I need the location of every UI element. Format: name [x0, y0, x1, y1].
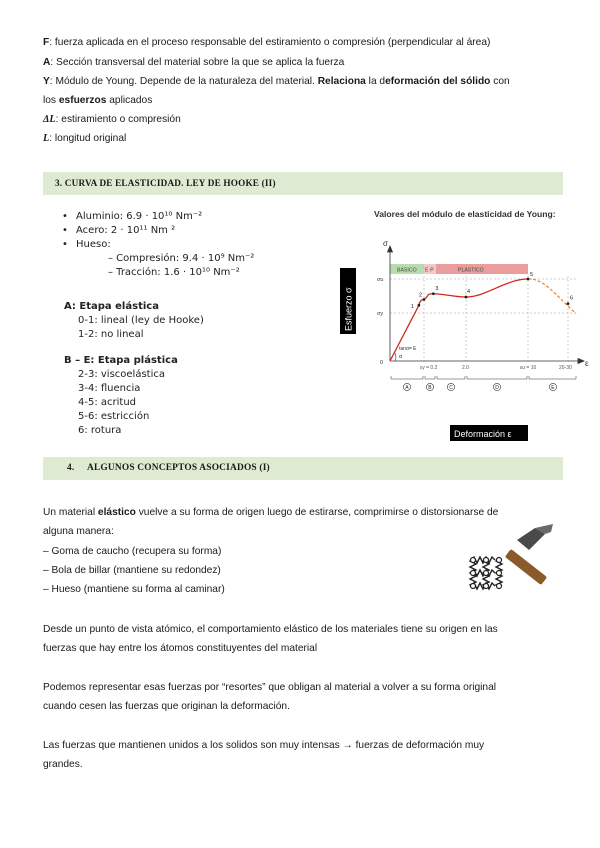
x-tick: 2.0	[462, 365, 469, 371]
stage-a-item: 1-2: no lineal	[78, 329, 144, 340]
chart-caption: Valores del módulo de elasticidad de Young:	[374, 209, 556, 219]
def-a: A: Sección transversal del material sobre la que se aplica la fuerza	[43, 57, 345, 68]
y-tick-sigma-u: σu	[377, 277, 384, 283]
region-marker-label: C	[449, 385, 453, 391]
slope-label: tanα= E	[399, 346, 417, 352]
alpha-label: α	[399, 354, 403, 360]
curve-point-label: 1	[410, 304, 414, 311]
curve-point	[423, 298, 426, 301]
def-y: Y: Módulo de Young. Depende de la naturaleza del material. Relaciona la deformación del sólido con	[43, 76, 510, 87]
para-1-line-1: Un material elástico vuelve a su forma de origen luego de estirarse, comprimirse o distorsionarse de	[43, 507, 499, 518]
stage-a-title: A: Etapa elástica	[64, 301, 159, 312]
stage-b-item: 3-4: fluencia	[78, 383, 141, 394]
stage-b-title: B – E: Etapa plástica	[64, 355, 178, 366]
region-marker-label: A	[405, 385, 409, 391]
x-tick: εy = 0.2	[420, 365, 438, 371]
region-brackets	[391, 376, 576, 379]
chart-grid	[390, 276, 578, 361]
stage-b-item: 2-3: viscoelástica	[78, 369, 165, 380]
curve-points	[411, 272, 573, 310]
item-aluminio: • Aluminio: 6.9 · 10¹⁰ Nm⁻²	[76, 211, 202, 222]
def-y-cont: los esfuerzos aplicados	[43, 95, 153, 106]
para-3-line-2: cuando cesen las fuerzas que originan la deformación.	[43, 701, 290, 712]
item-acero: • Acero: 2 · 10¹¹ Nm ²	[76, 225, 175, 236]
curve-point-label: 2	[419, 292, 423, 299]
def-l: L: longitud original	[43, 133, 127, 144]
necking-curve	[528, 279, 576, 314]
item-hueso: • Hueso:	[76, 239, 111, 250]
section-3-heading: 3. CURVA DE ELASTICIDAD. LEY DE HOOKE (II)	[43, 172, 563, 195]
item-traccion: – Tracción: 1.6 · 10¹⁰ Nm⁻²	[108, 267, 240, 278]
x-tick: εu = 10	[520, 365, 537, 371]
curve-point	[567, 302, 570, 305]
stress-strain-chart	[340, 206, 595, 446]
section-4-heading: 4. ALGUNOS CONCEPTOS ASOCIADOS (I)	[43, 457, 563, 480]
stage-b-item: 5-6: estricción	[78, 411, 150, 422]
curve-point	[432, 292, 435, 295]
example-caucho: – Goma de caucho (recupera su forma)	[43, 546, 222, 557]
chart-axes	[388, 246, 585, 364]
stage-b-item: 6: rotura	[78, 425, 122, 436]
para-4-line-1: Las fuerzas que mantienen unidos a los solidos son muy intensas → fuerzas de deformación muy	[43, 740, 485, 751]
atom-nodes	[471, 558, 502, 589]
curve-point-label: 4	[467, 289, 471, 296]
x-axis-symbol: ε	[585, 359, 589, 368]
x-label-box	[450, 425, 528, 441]
def-f: F: fuerza aplicada en el proceso responsable del estiramiento o compresión (perpendicular al área)	[43, 37, 491, 48]
hammer-icon	[505, 524, 553, 585]
atomic-lattice-illustration	[465, 520, 575, 600]
curve-point	[465, 296, 468, 299]
item-compresion: – Compresión: 9.4 · 10⁹ Nm⁻²	[108, 253, 255, 264]
curve-point	[527, 278, 530, 281]
stage-a-item: 0-1: lineal (ley de Hooke)	[78, 315, 204, 326]
band-plastico-label: PLÁSTICO	[458, 267, 484, 274]
y-label-box	[340, 268, 356, 334]
origin-label: 0	[380, 360, 384, 366]
x-tick: 20-30	[559, 365, 572, 371]
example-billar: – Bola de billar (mantiene su redondez)	[43, 565, 221, 576]
y-axis-label: Esfuerzo σ	[343, 287, 354, 331]
band-ep-label: E·P	[425, 267, 434, 274]
stage-b-item: 4-5: acritud	[78, 397, 137, 408]
x-axis-label: Deformación ε	[454, 429, 512, 439]
curve-point	[418, 304, 421, 307]
para-2-line-2: fuerzas que hay entre los átomos constituyentes del material	[43, 643, 318, 654]
region-labels	[403, 383, 556, 391]
para-4-line-2: grandes.	[43, 759, 83, 770]
def-delta-l: ΔL: estiramiento o compresión	[43, 114, 181, 125]
region-marker-label: E	[551, 385, 555, 391]
y-axis-symbol: σ	[383, 239, 388, 248]
curve-point-label: 5	[530, 272, 534, 278]
example-hueso: – Hueso (mantiene su forma al caminar)	[43, 584, 225, 595]
region-marker-label: D	[495, 385, 499, 391]
curve-point-label: 6	[570, 295, 574, 302]
para-1-line-2: alguna manera:	[43, 526, 114, 537]
band-basico-label: BÁSICO	[397, 267, 417, 274]
para-3-line-1: Podemos representar esas fuerzas por “resortes” que obligan al material a volver a su forma original	[43, 682, 496, 693]
curve-point-label: 3	[435, 285, 439, 292]
y-tick-sigma-y: σy	[377, 311, 384, 317]
region-marker-label: B	[428, 385, 432, 391]
para-2-line-1: Desde un punto de vista atómico, el comportamiento elástico de los materiales tiene su origen en las	[43, 624, 498, 635]
